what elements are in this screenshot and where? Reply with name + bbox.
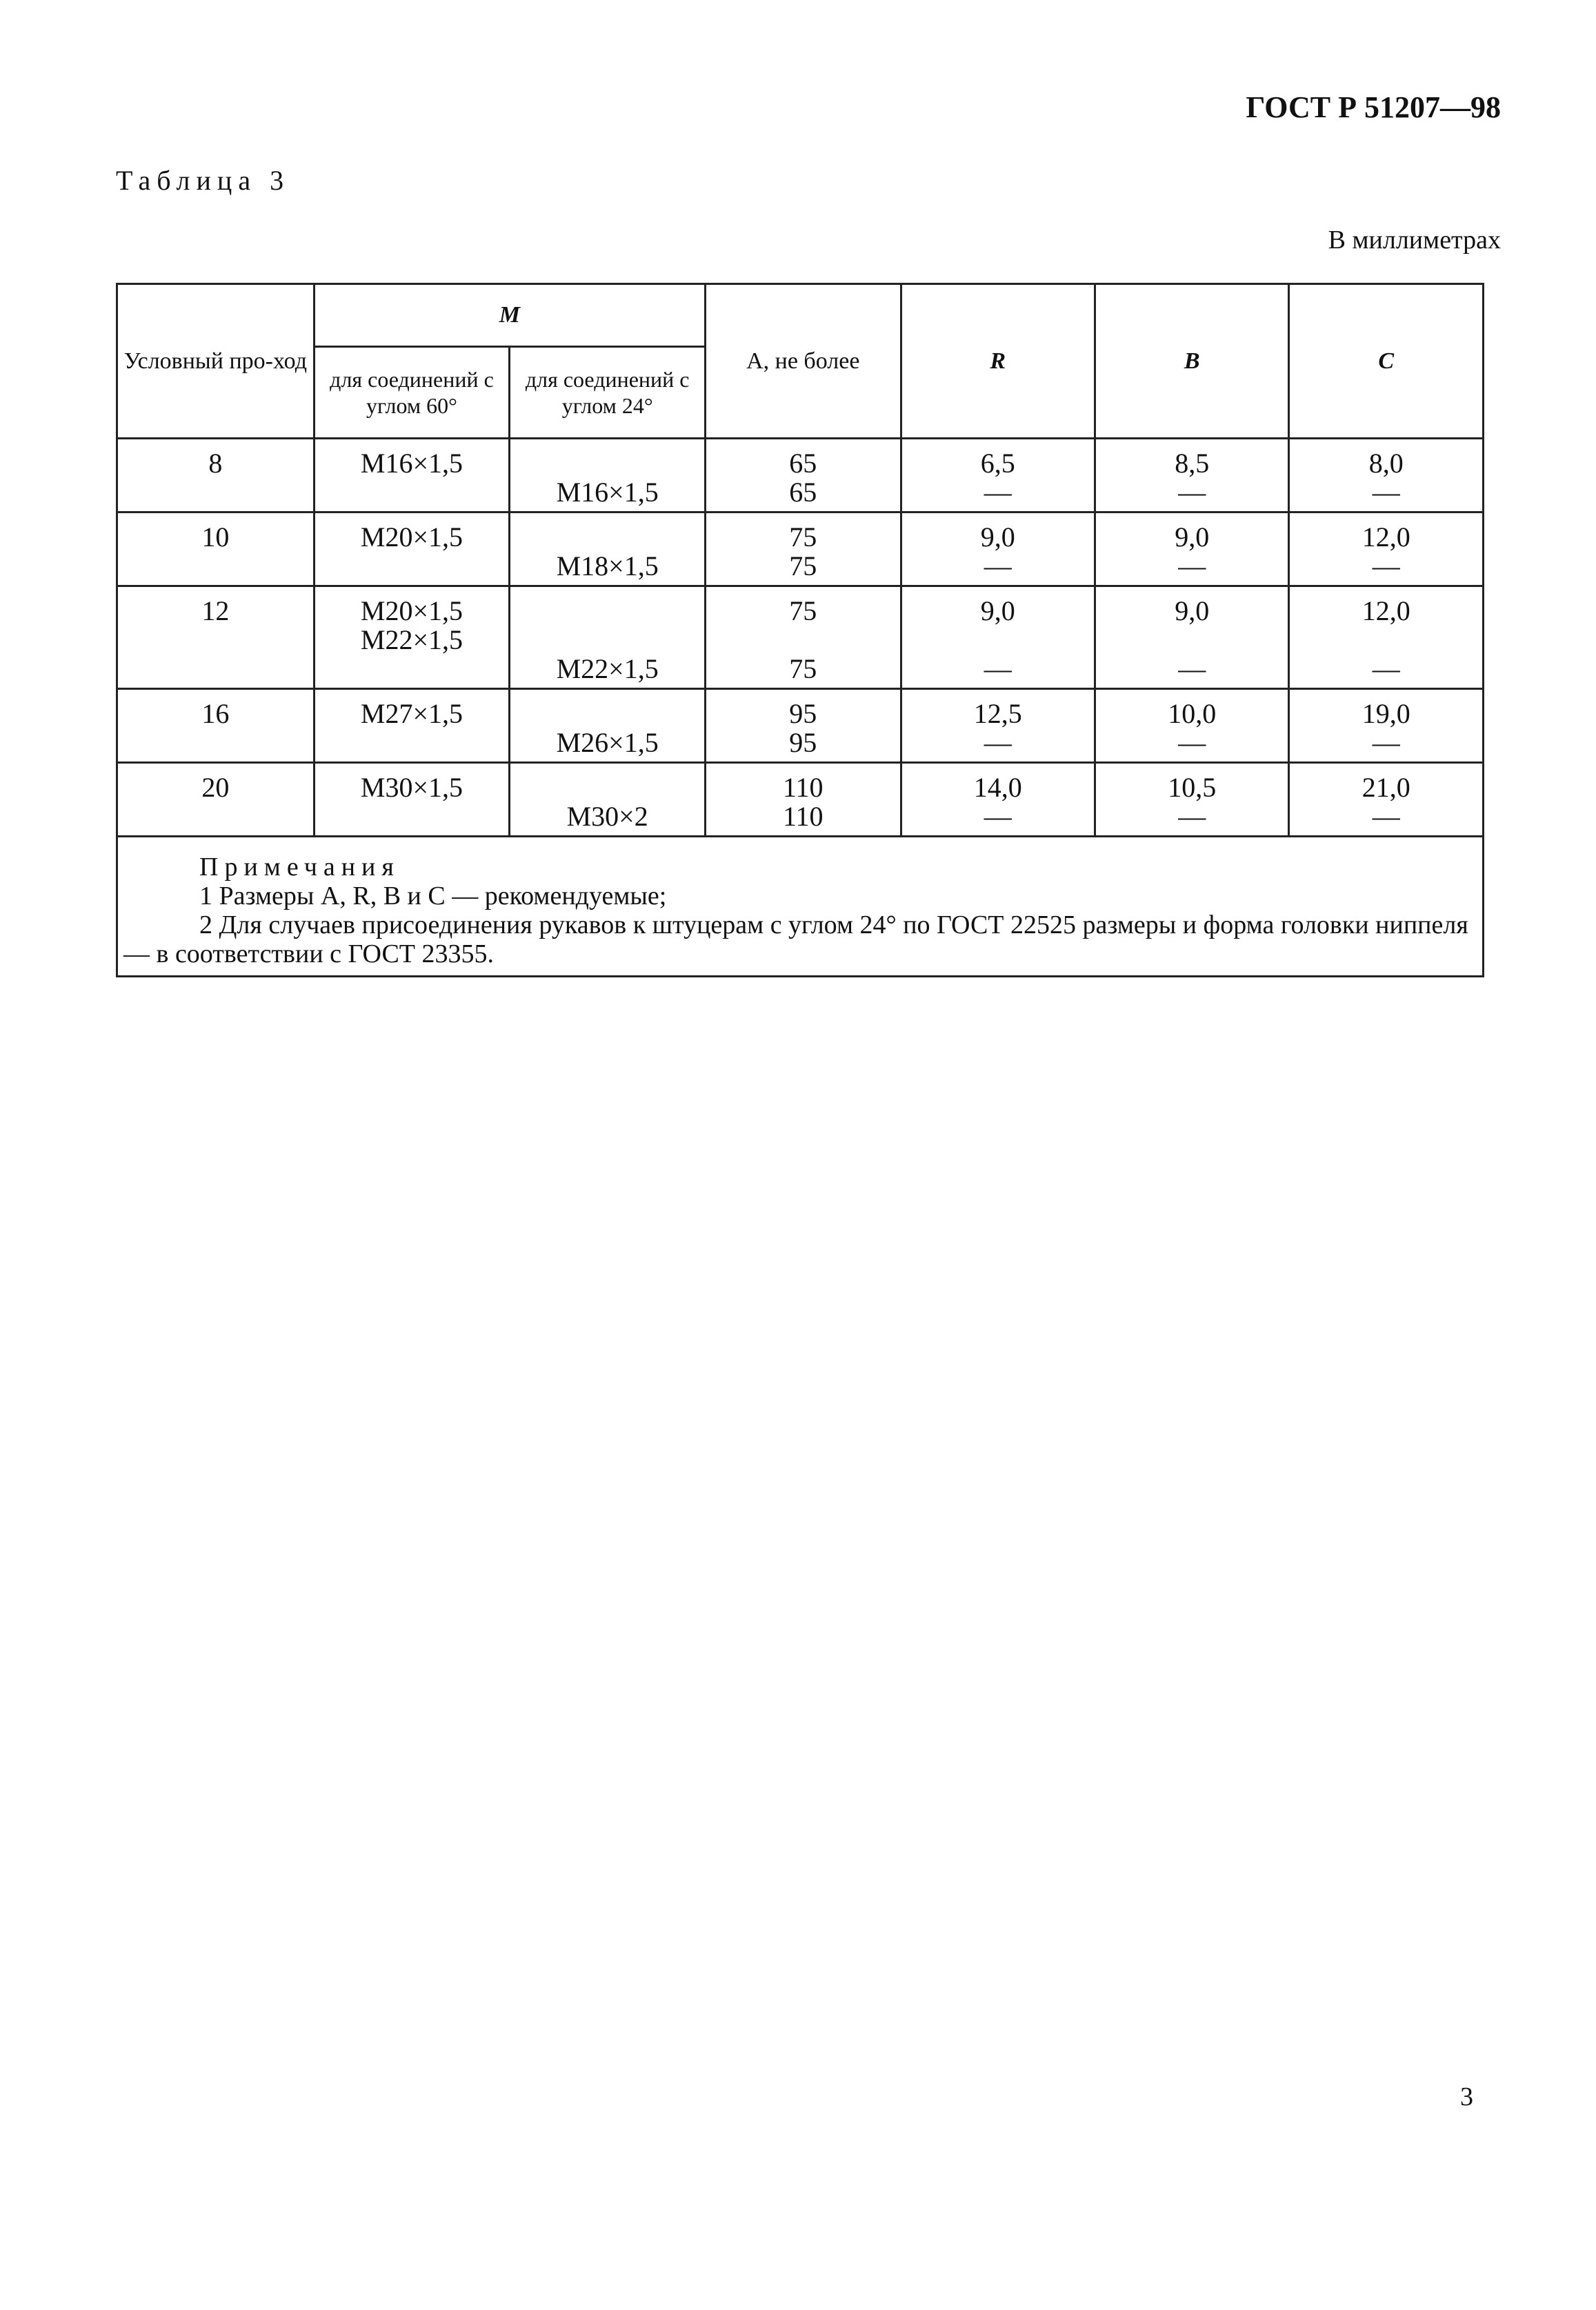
c-cell: [1289, 512, 1484, 586]
cell-line: [515, 597, 700, 626]
cell-line: [515, 626, 700, 655]
nominal-bore-cell: 16: [117, 689, 315, 763]
cell-line: 8,5: [1175, 448, 1210, 479]
cell-line: 19,0: [1361, 698, 1410, 729]
cell-line: 110: [783, 801, 824, 832]
m60-cell: [314, 763, 510, 837]
cell-line: [319, 802, 505, 831]
cell-line: 8,0: [1368, 448, 1404, 479]
c-cell: [1289, 689, 1484, 763]
cell-line: 9,0: [980, 595, 1015, 626]
cell-line: —: [1178, 653, 1206, 684]
cell-line: —: [1178, 801, 1206, 832]
cell-line: —: [1178, 727, 1206, 758]
m24-cell: [510, 512, 706, 586]
a-cell: [706, 586, 901, 689]
cell-line: [319, 655, 505, 684]
header-c: C: [1289, 284, 1484, 439]
m24-cell: [510, 689, 706, 763]
r-cell: [901, 586, 1095, 689]
cell-line: 95: [789, 727, 817, 758]
table-caption: Таблица 3: [116, 165, 290, 196]
b-cell: [1095, 763, 1288, 837]
cell-line: [1294, 626, 1478, 655]
header-r: R: [901, 284, 1095, 439]
cell-line: 75: [789, 550, 817, 581]
a-cell: [706, 689, 901, 763]
m60-cell: [314, 439, 510, 512]
header-m: M: [314, 284, 705, 347]
cell-line: —: [984, 801, 1012, 832]
notes-cell: [117, 837, 1484, 977]
cell-line: 10,5: [1168, 772, 1217, 803]
cell-line: —: [1372, 801, 1400, 832]
cell-line: —: [1178, 550, 1206, 581]
nominal-bore-cell: 12: [117, 586, 315, 689]
note-item-1: 1 Размеры А, R, B и C — рекомендуемые;: [199, 882, 667, 910]
r-cell: [901, 512, 1095, 586]
b-cell: [1095, 586, 1288, 689]
cell-line: [319, 552, 505, 581]
table-row: [117, 763, 1484, 837]
cell-line: [319, 478, 505, 507]
header-b: B: [1095, 284, 1288, 439]
c-cell: [1289, 763, 1484, 837]
cell-line: 65: [789, 477, 817, 508]
nominal-bore-cell: 8: [117, 439, 315, 512]
cell-line: 9,0: [1175, 595, 1210, 626]
cell-line: M30×2: [566, 801, 648, 832]
cell-line: M16×1,5: [556, 477, 659, 508]
cell-line: 110: [783, 772, 824, 803]
r-cell: [901, 763, 1095, 837]
cell-line: —: [984, 727, 1012, 758]
cell-line: 12,5: [973, 698, 1022, 729]
r-cell: [901, 689, 1095, 763]
units-label: В миллиметрах: [1328, 226, 1501, 255]
a-cell: [706, 512, 901, 586]
cell-line: [1100, 626, 1284, 655]
r-cell: [901, 439, 1095, 512]
cell-line: M30×1,5: [360, 772, 463, 803]
cell-line: 21,0: [1361, 772, 1410, 803]
cell-line: [906, 626, 1090, 655]
cell-line: M22×1,5: [360, 624, 463, 655]
cell-line: [710, 626, 895, 655]
cell-line: —: [984, 653, 1012, 684]
a-cell: [706, 439, 901, 512]
cell-line: 95: [789, 698, 817, 729]
cell-line: —: [1372, 550, 1400, 581]
table-row: [117, 586, 1484, 689]
cell-line: 9,0: [980, 521, 1015, 552]
m24-cell: [510, 763, 706, 837]
note-item-2: 2 Для случаев присоединения рукавов к штуцерам с углом 24° по ГОСТ 22525 размеры и форма головки ниппеля — в соответствии с ГОСТ 23355.: [123, 910, 1468, 968]
cell-line: 12,0: [1361, 595, 1410, 626]
cell-line: 75: [789, 595, 817, 626]
cell-line: M20×1,5: [360, 595, 463, 626]
b-cell: [1095, 512, 1288, 586]
cell-line: [319, 728, 505, 757]
b-cell: [1095, 439, 1288, 512]
c-cell: [1289, 586, 1484, 689]
cell-line: —: [1372, 653, 1400, 684]
cell-line: 65: [789, 448, 817, 479]
cell-line: [515, 699, 700, 728]
header-m-60: для соединений с углом 60°: [314, 347, 510, 439]
table-row: [117, 439, 1484, 512]
a-cell: [706, 763, 901, 837]
header-nominal-bore: Условный про-ход: [117, 284, 315, 439]
nominal-bore-cell: 10: [117, 512, 315, 586]
cell-line: —: [1178, 477, 1206, 508]
cell-line: [515, 523, 700, 552]
cell-line: 14,0: [973, 772, 1022, 803]
header-a: А, не более: [706, 284, 901, 439]
cell-line: M20×1,5: [360, 521, 463, 552]
dimensions-table: [116, 283, 1484, 977]
cell-line: M16×1,5: [360, 448, 463, 479]
m60-cell: [314, 512, 510, 586]
notes-title: Примечания: [199, 853, 400, 882]
cell-line: —: [984, 477, 1012, 508]
cell-line: 6,5: [980, 448, 1015, 479]
cell-line: —: [1372, 727, 1400, 758]
m24-cell: [510, 439, 706, 512]
m60-cell: [314, 586, 510, 689]
cell-line: 12,0: [1361, 521, 1410, 552]
cell-line: [515, 449, 700, 478]
document-code: ГОСТ Р 51207—98: [1246, 90, 1501, 124]
m24-cell: [510, 586, 706, 689]
cell-line: —: [1372, 477, 1400, 508]
cell-line: 10,0: [1168, 698, 1217, 729]
b-cell: [1095, 689, 1288, 763]
table-row: [117, 512, 1484, 586]
cell-line: M27×1,5: [360, 698, 463, 729]
table-row: [117, 689, 1484, 763]
cell-line: M22×1,5: [556, 653, 659, 684]
cell-line: M26×1,5: [556, 727, 659, 758]
page-number: 3: [1460, 2082, 1473, 2111]
cell-line: 75: [789, 653, 817, 684]
nominal-bore-cell: 20: [117, 763, 315, 837]
cell-line: M18×1,5: [556, 550, 659, 581]
c-cell: [1289, 439, 1484, 512]
cell-line: [515, 773, 700, 802]
header-m-24: для соединений с углом 24°: [510, 347, 706, 439]
m60-cell: [314, 689, 510, 763]
cell-line: 75: [789, 521, 817, 552]
cell-line: 9,0: [1175, 521, 1210, 552]
cell-line: —: [984, 550, 1012, 581]
